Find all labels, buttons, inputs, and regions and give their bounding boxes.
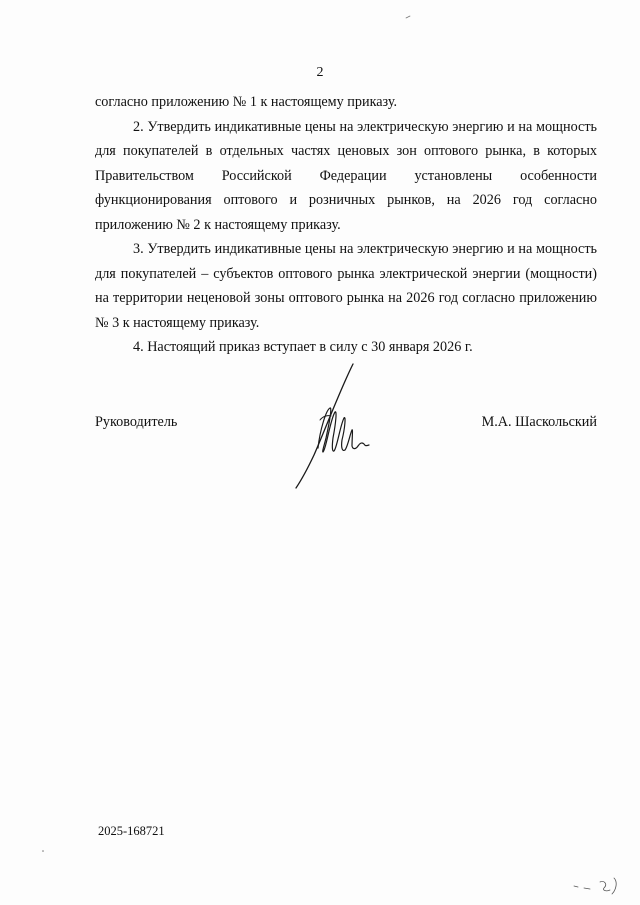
signatory-name: М.А. Шаскольский	[481, 414, 597, 430]
page-number: 2	[316, 65, 324, 80]
scan-artifact-mark	[570, 870, 630, 900]
paragraph-item-2: 2. Утвердить индикативные цены на электрическую энергию и на мощность для покупателей в отдельных частях ценовых зон оптового рынка, в которых Правительством Российской Федерации установлены особенности функционирования оптового и розничных рынков, на 2026 год согласно приложению № 2 к настоящему приказу.	[95, 118, 597, 233]
paragraph-item-3: 3. Утвердить индикативные цены на электрическую энергию и на мощность для покупателей – субъектов оптового рынка электрической энергии (мощности) на территории неценовой зоны оптового рынка на 2026 год согласно приложению № 3 к настоящему приказу.	[95, 241, 597, 331]
paragraph-continuation: согласно приложению № 1 к настоящему приказу.	[95, 94, 398, 110]
scan-artifact-dot-left	[40, 848, 46, 854]
paragraph-item-4: 4. Настоящий приказ вступает в силу с 30 января 2026 г.	[133, 339, 473, 355]
handwritten-signature	[290, 360, 380, 490]
document-body	[95, 90, 597, 360]
scan-artifact-dot	[405, 14, 415, 20]
signatory-title: Руководитель	[95, 414, 178, 430]
registration-number: 2025-168721	[98, 824, 165, 838]
